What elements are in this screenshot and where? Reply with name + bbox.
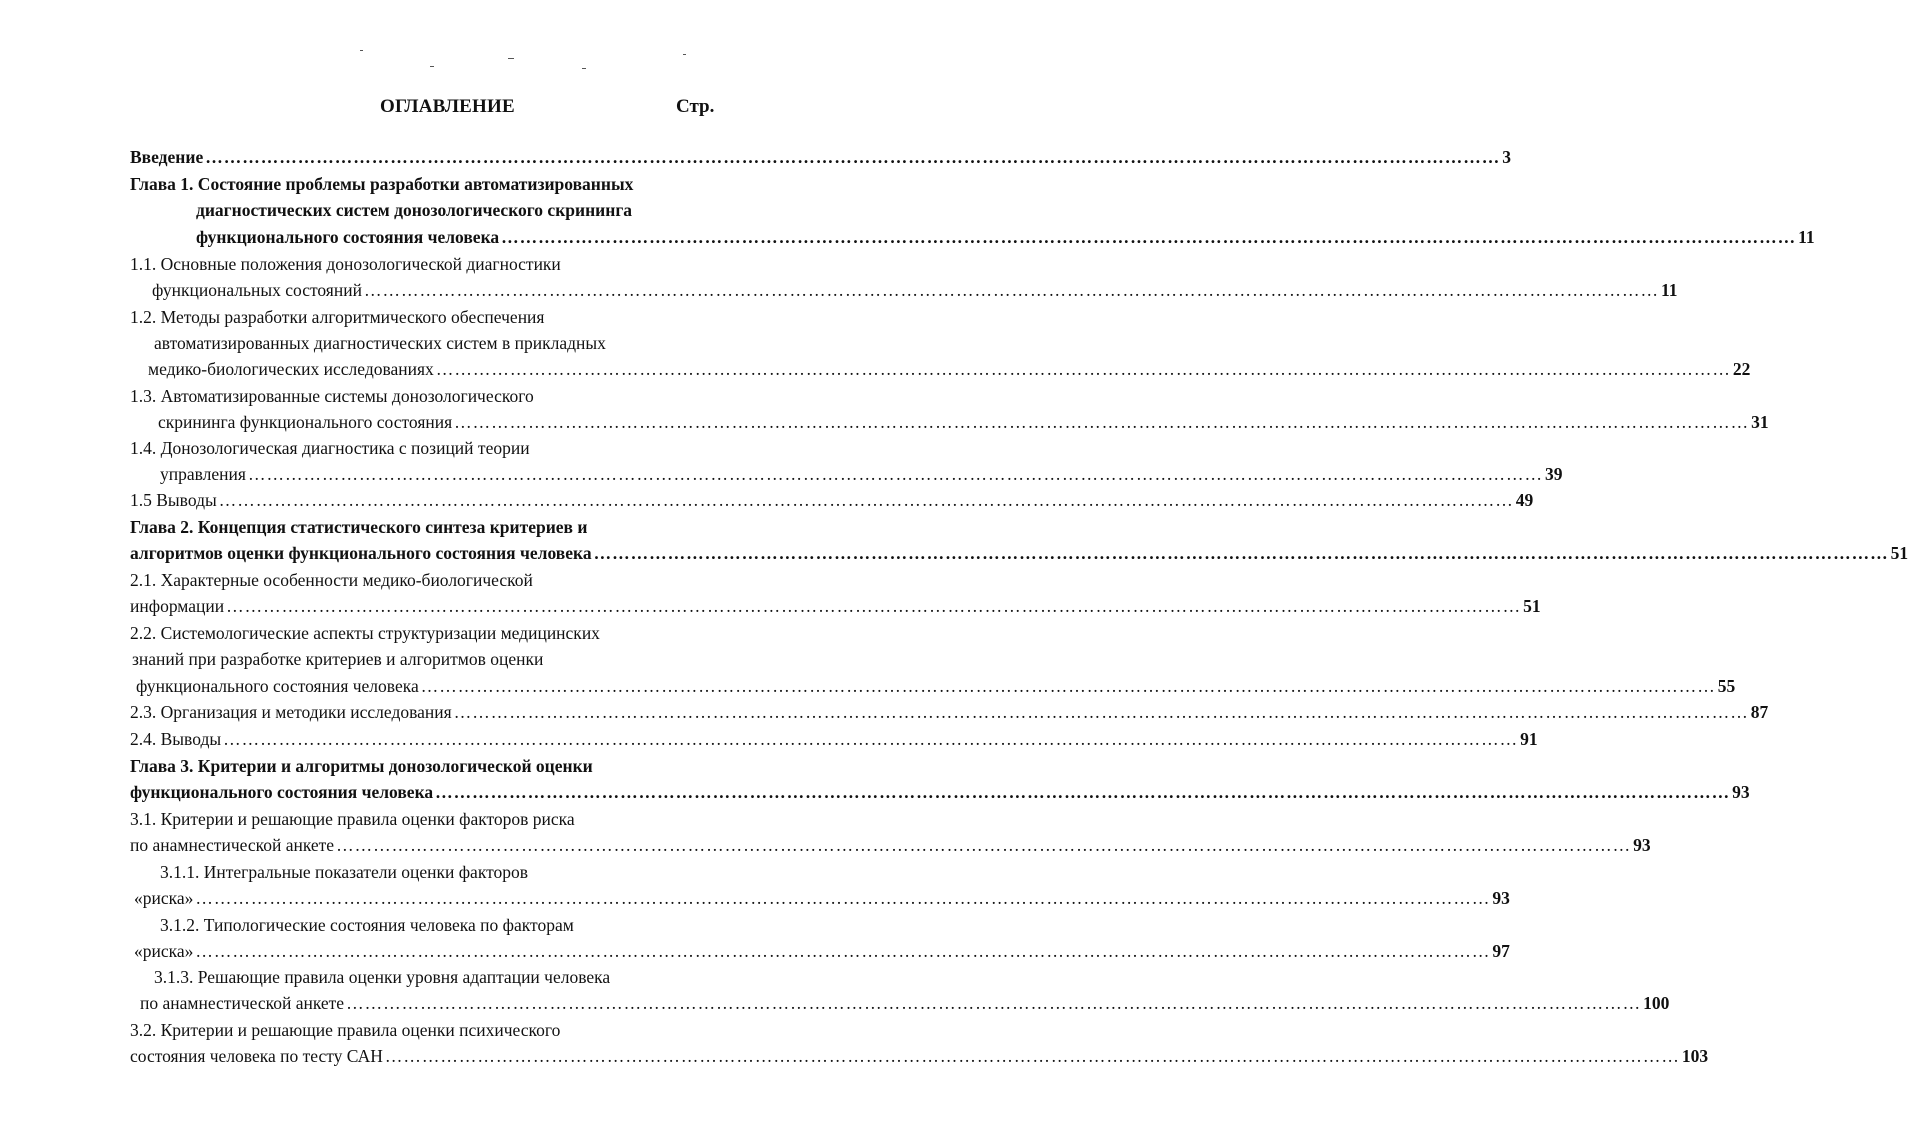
toc-entry-3-1-last: по анамнестической анкете ………………………………………………………………………………………………………………………………………………………………………………………… 93 <box>130 835 1651 855</box>
toc-entry-3-2[interactable]: 3.2. Критерии и решающие правила оценки психического <box>130 1020 561 1040</box>
toc-entry-3-1-1-last: «риска» ………………………………………………………………………………………………………………………………………………………………………………………… 93 <box>134 888 1510 908</box>
toc-entry-2-2-last: функционального состояния человека ………………………………………………………………………………………………………………………………………………………………………………………… 55 <box>136 676 1736 696</box>
dot-leader: ………………………………………………………………………………………………………………………………………………………………………………………… <box>226 596 1522 616</box>
dot-leader: ………………………………………………………………………………………………………………………………………………………………………………………… <box>223 729 1519 749</box>
toc-entry-2-4[interactable]: 2.4. Выводы ………………………………………………………………………………………………………………………………………………………………………………………… 91 <box>130 729 1538 749</box>
toc-entry-1-1[interactable]: 1.1. Основные положения донозологической диагностики <box>130 254 561 274</box>
toc-entry-chapter-1[interactable]: Глава 1. Состояние проблемы разработки автоматизированных <box>130 174 634 194</box>
toc-entry-1-2-last: медико-биологических исследованиях ………………………………………………………………………………………………………………………………………………………………………………………… 22 <box>148 359 1751 379</box>
toc-entry-chapter-2-last: алгоритмов оценки функционального состояния человека ………………………………………………………………………………………………………………………………………………………………………………………… 51 <box>130 543 1908 563</box>
dot-leader: ………………………………………………………………………………………………………………………………………………………………………………………… <box>435 359 1731 379</box>
page-number: 11 <box>1660 280 1678 300</box>
dot-leader: ………………………………………………………………………………………………………………………………………………………………………………………… <box>501 227 1797 247</box>
page-number: 51 <box>1523 596 1541 616</box>
toc-entry-chapter-2[interactable]: Глава 2. Концепция статистического синтеза критериев и <box>130 517 588 537</box>
scan-specks <box>0 48 793 78</box>
toc-entry-3-1-2[interactable]: 3.1.2. Типологические состояния человека по факторам <box>160 915 574 935</box>
page-number: 87 <box>1750 702 1769 722</box>
toc-entry-1-5[interactable]: 1.5 Выводы ………………………………………………………………………………………………………………………………………………………………………………………… 49 <box>130 490 1534 510</box>
toc-entry-2-2[interactable]: 2.2. Системологические аспекты структуризации медицинских <box>130 623 600 643</box>
dot-leader: ………………………………………………………………………………………………………………………………………………………………………………………… <box>593 543 1889 563</box>
toc-entry-intro[interactable]: Введение ………………………………………………………………………………………………………………………………………………………………………………………… 3 <box>130 147 1511 167</box>
dot-leader: ………………………………………………………………………………………………………………………………………………………………………………………… <box>454 412 1750 432</box>
toc-entry-2-1-last: информации ………………………………………………………………………………………………………………………………………………………………………………………… 51 <box>130 596 1541 616</box>
dot-leader: ………………………………………………………………………………………………………………………………………………………………………………………… <box>218 490 1514 510</box>
page-number: 93 <box>1492 888 1510 908</box>
toc-entry-1-3-last: скрининга функционального состояния ………………………………………………………………………………………………………………………………………………………………………………………… 31 <box>158 412 1769 432</box>
toc-entry-1-3[interactable]: 1.3. Автоматизированные системы донозологического <box>130 386 534 406</box>
dot-leader: ………………………………………………………………………………………………………………………………………………………………………………………… <box>205 147 1501 167</box>
dot-leader: ………………………………………………………………………………………………………………………………………………………………………………………… <box>420 676 1716 696</box>
page-number: 93 <box>1633 835 1651 855</box>
dot-leader: ………………………………………………………………………………………………………………………………………………………………………………………… <box>384 1046 1680 1066</box>
page-number: 11 <box>1798 227 1815 247</box>
dot-leader: ………………………………………………………………………………………………………………………………………………………………………………………… <box>336 835 1632 855</box>
page-number: 100 <box>1643 993 1670 1013</box>
toc-entry-3-1[interactable]: 3.1. Критерии и решающие правила оценки факторов риска <box>130 809 575 829</box>
page-number: 31 <box>1751 412 1769 432</box>
dot-leader: ………………………………………………………………………………………………………………………………………………………………………………………… <box>247 464 1543 484</box>
page-number: 103 <box>1681 1046 1709 1066</box>
page-title: ОГЛАВЛЕНИЕ <box>380 96 515 117</box>
toc-entry-chapter-1-line-2: диагностических систем донозологического скрининга <box>196 200 633 220</box>
page-column-label: Стр. <box>676 96 715 117</box>
toc-entry-chapter-1-last: функционального состояния человека ………………………………………………………………………………………………………………………………………………………………………………………… 11 <box>196 227 1815 247</box>
toc-entry-2-3[interactable]: 2.3. Организация и методики исследования ………………………………………………………………………………………………………………………………………………………………………………………… 87 <box>130 702 1769 722</box>
toc-entry-1-2[interactable]: 1.2. Методы разработки алгоритмического обеспечения <box>130 307 545 327</box>
toc-entry-2-2-line-2: знаний при разработке критериев и алгоритмов оценки <box>132 649 544 669</box>
toc-entry-3-1-3[interactable]: 3.1.3. Решающие правила оценки уровня адаптации человека <box>154 967 611 987</box>
toc-entry-3-1-1[interactable]: 3.1.1. Интегральные показатели оценки факторов <box>160 862 529 882</box>
page-number: 22 <box>1732 359 1751 379</box>
page-number: 49 <box>1515 490 1534 510</box>
toc-entry-1-4[interactable]: 1.4. Донозологическая диагностика с позиций теории <box>130 438 530 458</box>
toc-entry-1-1-last: функциональных состояний ………………………………………………………………………………………………………………………………………………………………………………………… 11 <box>152 280 1678 300</box>
toc-entry-3-1-2-last: «риска» ………………………………………………………………………………………………………………………………………………………………………………………… 97 <box>134 941 1510 961</box>
page-number: 51 <box>1890 543 1908 563</box>
dot-leader: ………………………………………………………………………………………………………………………………………………………………………………………… <box>195 888 1491 908</box>
dot-leader: ………………………………………………………………………………………………………………………………………………………………………………………… <box>346 993 1642 1013</box>
toc-entry-1-2-line-2: автоматизированных диагностических систем в прикладных <box>154 333 606 353</box>
dot-leader: ………………………………………………………………………………………………………………………………………………………………………………………… <box>363 280 1659 300</box>
toc-entry-3-1-3-last: по анамнестической анкете ………………………………………………………………………………………………………………………………………………………………………………………… 100 <box>140 993 1670 1013</box>
page-number: 91 <box>1520 729 1538 749</box>
page-number: 55 <box>1717 676 1736 696</box>
page-number: 3 <box>1502 147 1511 167</box>
page-number: 93 <box>1732 782 1750 802</box>
toc-entry-1-4-last: управления ………………………………………………………………………………………………………………………………………………………………………………………… 39 <box>160 464 1563 484</box>
toc-entry-3-2-last: состояния человека по тесту САН ………………………………………………………………………………………………………………………………………………………………………………………… 103 <box>130 1046 1709 1066</box>
toc-entry-chapter-3[interactable]: Глава 3. Критерии и алгоритмы донозологической оценки <box>130 756 593 776</box>
dot-leader: ………………………………………………………………………………………………………………………………………………………………………………………… <box>435 782 1731 802</box>
toc-entry-chapter-3-last: функционального состояния человека ………………………………………………………………………………………………………………………………………………………………………………………… 93 <box>130 782 1750 802</box>
dot-leader: ………………………………………………………………………………………………………………………………………………………………………………………… <box>195 941 1491 961</box>
dot-leader: ………………………………………………………………………………………………………………………………………………………………………………………… <box>453 702 1749 722</box>
toc-heading <box>0 96 793 122</box>
page-number: 39 <box>1544 464 1563 484</box>
toc-entry-2-1[interactable]: 2.1. Характерные особенности медико-биологической <box>130 570 533 590</box>
page-number: 97 <box>1492 941 1510 961</box>
